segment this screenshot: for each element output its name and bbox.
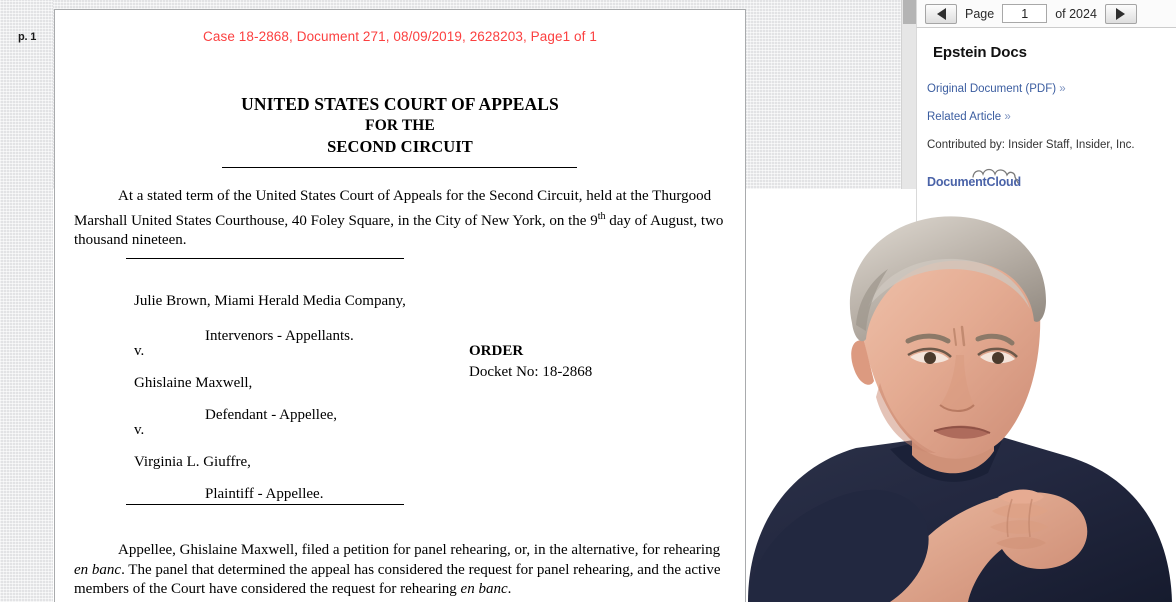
closing-paragraph-text-3: . xyxy=(507,581,512,597)
contributed-by-text: Contributed by: Insider Staff, Insider, Inc. xyxy=(927,139,1135,151)
caption-party-2: Ghislaine Maxwell, xyxy=(134,375,253,391)
scrollbar-thumb[interactable] xyxy=(903,0,916,24)
documentcloud-logo-text: DocumentCloud xyxy=(927,175,1021,189)
caption-role-3: Plaintiff - Appellee. xyxy=(205,486,324,502)
closing-paragraph xyxy=(74,541,729,600)
intro-paragraph-text-1: At a stated term of the United States Court of Appeals for the Second Circuit, held at the Thurgood Marshall United States Courthouse, 40 Foley Square, in the City of New York, on the 9 xyxy=(74,188,712,229)
ordinal-superscript: th xyxy=(597,210,606,222)
total-pages-label: of 2024 xyxy=(1055,6,1097,21)
closing-paragraph-text-2: . The panel that determined the appeal has considered the request for panel rehearing, and the active members of the Court have considered the request for rehearing xyxy=(74,561,721,597)
caption-versus-2: v. xyxy=(134,422,145,438)
document-page-content xyxy=(55,10,745,602)
caption-party-1: Julie Brown, Miami Herald Media Company, xyxy=(134,293,406,309)
related-article-link-label: Related Article xyxy=(927,111,1002,123)
triangle-right-icon xyxy=(1116,8,1125,20)
horizontal-rule-top xyxy=(222,167,577,168)
court-title-line-1: UNITED STATES COURT OF APPEALS xyxy=(241,94,559,114)
court-title-line-3: SECOND CIRCUIT xyxy=(327,137,473,156)
order-heading: ORDER xyxy=(469,343,524,359)
intro-paragraph-text-2: day of August, two thousand nineteen. xyxy=(74,212,724,248)
related-article-link[interactable] xyxy=(927,111,1176,123)
viewer-vertical-scrollbar[interactable] xyxy=(901,0,916,189)
triangle-left-icon xyxy=(937,8,946,20)
latin-phrase-1: en banc xyxy=(74,561,122,578)
next-page-button[interactable] xyxy=(1105,4,1137,24)
original-document-link-label: Original Document (PDF) xyxy=(927,83,1057,95)
previous-page-button[interactable] xyxy=(925,4,957,24)
subject-portrait-photo xyxy=(740,205,1176,602)
court-title-line-2: FOR THE xyxy=(365,117,435,134)
ecf-header-stamp: Case 18-2868, Document 271, 08/09/2019, 2628203, Page1 of 1 xyxy=(203,29,597,44)
page-number-marker: p. 1 xyxy=(18,31,37,43)
page-label: Page xyxy=(965,6,995,21)
court-title-block xyxy=(55,94,745,157)
closing-paragraph-text-1: Appellee, Ghislaine Maxwell, filed a petition for panel rehearing, or, in the alternative, for rehearing xyxy=(118,542,721,558)
caption-party-3: Virginia L. Giuffre, xyxy=(134,454,251,470)
page-navigation-bar xyxy=(916,0,1176,28)
caption-role-1: Intervenors - Appellants. xyxy=(205,328,354,344)
docket-number-line: Docket No: 18-2868 xyxy=(469,364,593,380)
documentcloud-logo[interactable] xyxy=(927,173,1021,195)
horizontal-rule-caption-bottom xyxy=(126,504,404,505)
intro-paragraph xyxy=(74,187,729,251)
viewer-left-gutter xyxy=(0,0,53,602)
latin-phrase-2: en banc xyxy=(460,581,508,597)
document-page-sheet[interactable] xyxy=(54,9,746,602)
portrait-illustration xyxy=(740,205,1176,602)
chevron-right-icon: » xyxy=(1059,83,1066,95)
page-number-input[interactable] xyxy=(1002,4,1047,23)
chevron-right-icon: » xyxy=(1004,111,1011,123)
caption-versus-1: v. xyxy=(134,343,145,359)
original-document-link[interactable] xyxy=(927,83,1176,95)
horizontal-rule-caption-top xyxy=(126,258,404,259)
caption-role-2: Defendant - Appellee, xyxy=(205,407,338,423)
document-title: Epstein Docs xyxy=(933,44,1027,61)
